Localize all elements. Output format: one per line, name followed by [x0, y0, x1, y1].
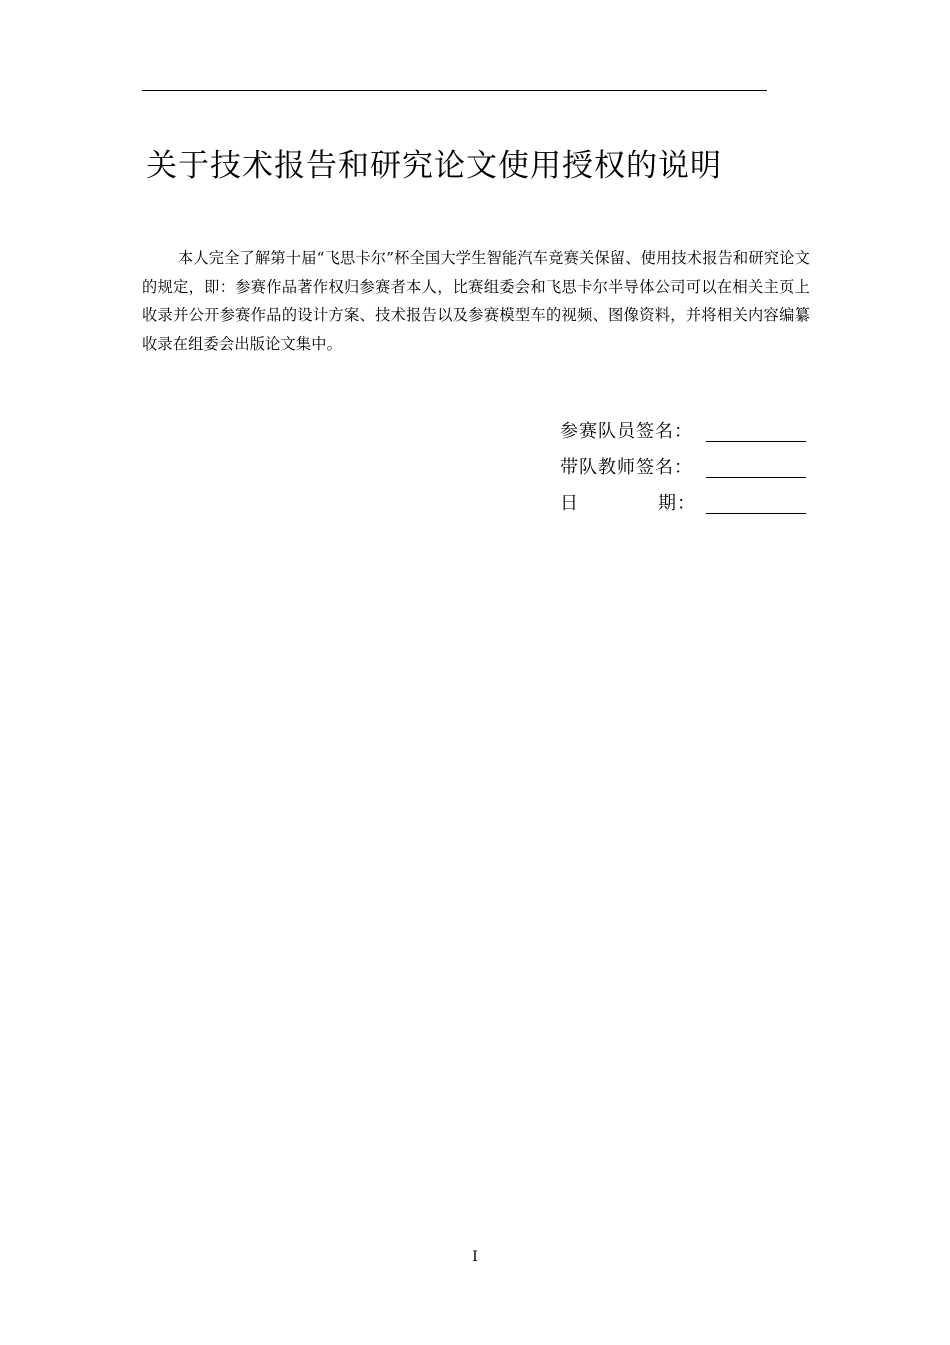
date-label-first: 日	[560, 493, 579, 514]
date-label-second: 期：	[658, 493, 696, 514]
page-number: I	[472, 1249, 478, 1265]
teacher-signature-line	[706, 477, 806, 478]
teacher-signature-label: 带队教师签名：	[560, 457, 693, 478]
signature-block	[560, 408, 810, 516]
member-signature-row	[560, 408, 810, 444]
teacher-signature-row	[560, 444, 810, 480]
date-row	[560, 480, 810, 516]
member-signature-line	[706, 441, 806, 442]
header-rule	[142, 90, 767, 91]
date-label	[560, 492, 696, 516]
document-title: 关于技术报告和研究论文使用授权的说明	[146, 148, 722, 184]
date-line	[706, 513, 806, 514]
member-signature-label: 参赛队员签名：	[560, 421, 693, 442]
authorization-paragraph: 本人完全了解第十届“飞思卡尔”杯全国大学生智能汽车竞赛关保留、使用技术报告和研究论文的规定，即：参赛作品著作权归参赛者本人，比赛组委会和飞思卡尔半导体公司可以在相关主页上收录并公开参赛作品的设计方案、技术报告以及参赛模型车的视频、图像资料，并将相关内容编纂收录在组委会出版论文集中。	[142, 249, 810, 353]
